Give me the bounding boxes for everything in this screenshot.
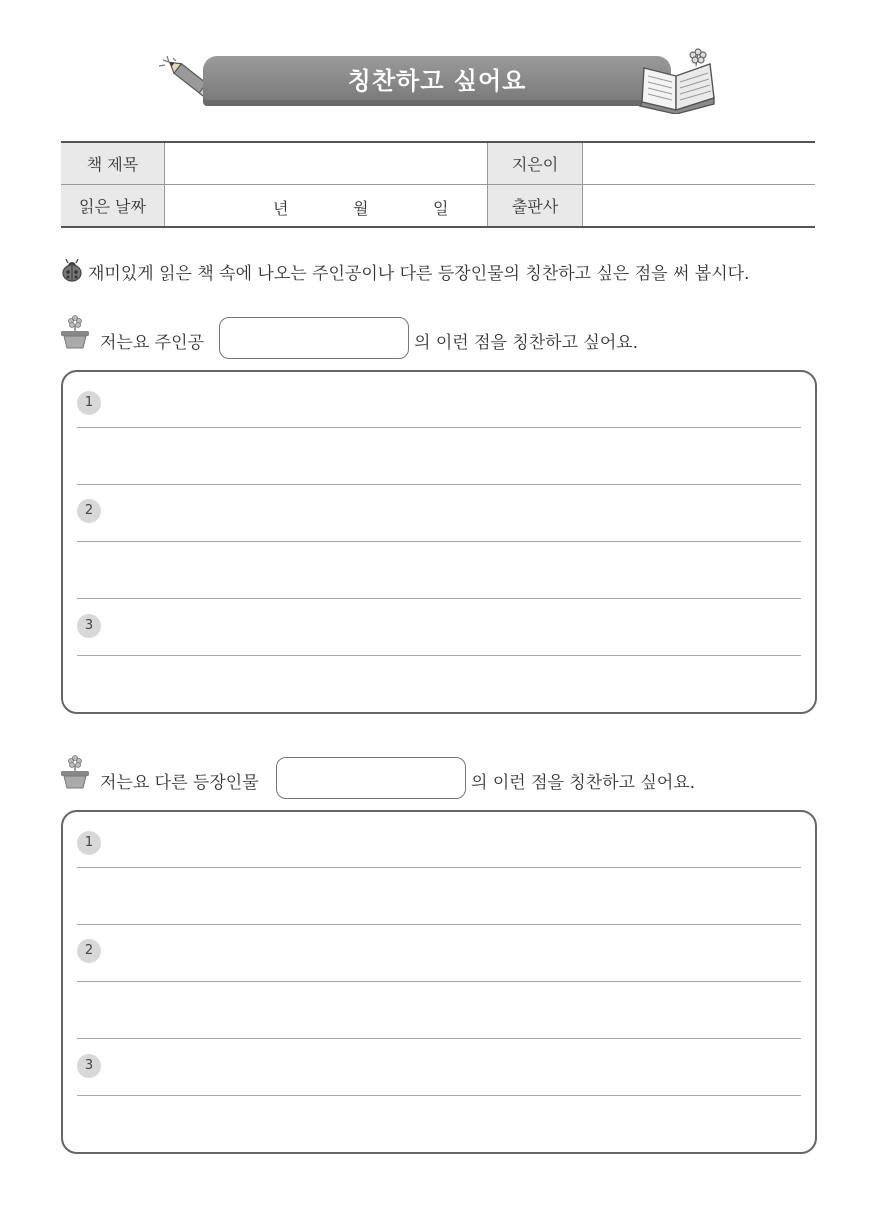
writing-line (77, 484, 801, 485)
date-read-label: 읽은 날짜 (61, 185, 165, 228)
writing-line (77, 541, 801, 542)
publisher-label: 출판사 (488, 185, 583, 228)
date-month-unit: 월 (353, 199, 369, 218)
page-title: 칭찬하고 싶어요 (347, 67, 527, 95)
open-book-icon (638, 46, 718, 114)
writing-line (77, 655, 801, 656)
item-number-1: 1 (77, 831, 101, 855)
writing-line (77, 1095, 801, 1096)
date-year-unit: 년 (273, 199, 289, 218)
flower-pot-icon (60, 314, 90, 350)
book-title-label: 책 제목 (61, 142, 165, 185)
character-writing-box[interactable] (61, 810, 817, 1154)
section1-prompt-after: 의 이런 점을 칭찬하고 싶어요. (414, 333, 639, 353)
section1-prompt-before: 저는요 주인공 (100, 333, 204, 353)
writing-line (77, 427, 801, 428)
writing-line (77, 924, 801, 925)
protagonist-writing-box[interactable] (61, 370, 817, 714)
flower-pot-icon (60, 754, 90, 790)
author-field[interactable] (583, 142, 816, 185)
author-label: 지은이 (488, 142, 583, 185)
section2-prompt-after: 의 이런 점을 칭찬하고 싶어요. (471, 773, 696, 793)
writing-line (77, 867, 801, 868)
item-number-3: 3 (77, 614, 101, 638)
item-number-3: 3 (77, 1054, 101, 1078)
protagonist-name-input[interactable] (219, 317, 409, 359)
section2-prompt-before: 저는요 다른 등장인물 (100, 773, 259, 793)
writing-line (77, 981, 801, 982)
instruction-text: 재미있게 읽은 책 속에 나오는 주인공이나 다른 등장인물의 칭찬하고 싶은 점을 써 봅시다. (88, 264, 750, 284)
item-number-2: 2 (77, 499, 101, 523)
item-number-1: 1 (77, 391, 101, 415)
item-number-2: 2 (77, 939, 101, 963)
publisher-field[interactable] (583, 185, 816, 228)
character-name-input[interactable] (276, 757, 466, 799)
date-day-unit: 일 (433, 199, 449, 218)
ladybug-icon (60, 258, 84, 282)
book-info-table (61, 141, 815, 228)
writing-line (77, 598, 801, 599)
date-read-field[interactable] (165, 185, 488, 228)
writing-line (77, 1038, 801, 1039)
book-title-field[interactable] (165, 142, 488, 185)
